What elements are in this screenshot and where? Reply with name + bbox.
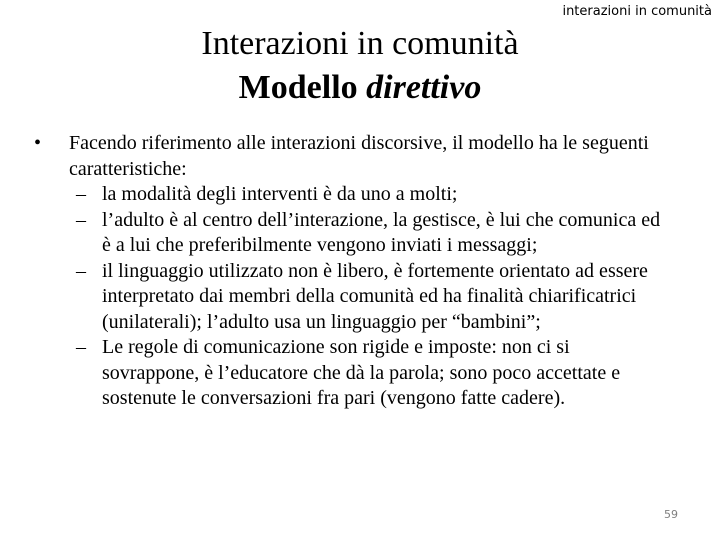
dash-marker: – — [76, 208, 86, 231]
sub-bullet-text: il linguaggio utilizzato non è libero, è fortemente orientato ad essere interpretato dai membri della comunità ed ha finalità chiarificatrici (unilaterali); l’adulto usa un linguaggio per “bambini”; — [102, 259, 648, 333]
sub-bullet-item — [20, 182, 670, 208]
sub-bullet-text: la modalità degli interventi è da uno a molti; — [102, 183, 458, 205]
title-line-1: Interazioni in comunità — [201, 25, 519, 62]
dash-marker: – — [76, 336, 86, 358]
title-bold-part: Modello — [238, 69, 367, 106]
sub-bullet-item — [20, 208, 670, 259]
sub-bullet-item — [20, 335, 670, 412]
dash-marker: – — [76, 259, 86, 282]
bullet-text: Facendo riferimento alle interazioni discorsive, il modello ha le seguenti caratteristiche: — [69, 132, 649, 180]
slide-body — [20, 131, 670, 412]
bullet-dot: • — [34, 132, 42, 154]
sub-bullet-text: l’adulto è al centro dell’interazione, la gestisce, è lui che comunica ed è a lui che preferibilmente vengono inviati i messaggi; — [102, 208, 661, 256]
header-tag: interazioni in comunità — [562, 4, 712, 19]
sub-bullet-item — [20, 259, 670, 336]
sub-bullet-text: Le regole di comunicazione son rigide e imposte: non ci si sovrappone, è l’educatore che dà la parola; sono poco accettate e sostenute le conversazioni fra pari (vengono fatte cadere). — [102, 336, 621, 409]
title-italic-part: direttivo — [366, 69, 482, 106]
bullet-item — [20, 131, 670, 182]
sub-bullet-list — [20, 182, 670, 412]
page-number: 59 — [664, 508, 678, 521]
title-line-2 — [130, 66, 590, 110]
page-title — [130, 22, 590, 110]
dash-marker: – — [76, 183, 86, 205]
